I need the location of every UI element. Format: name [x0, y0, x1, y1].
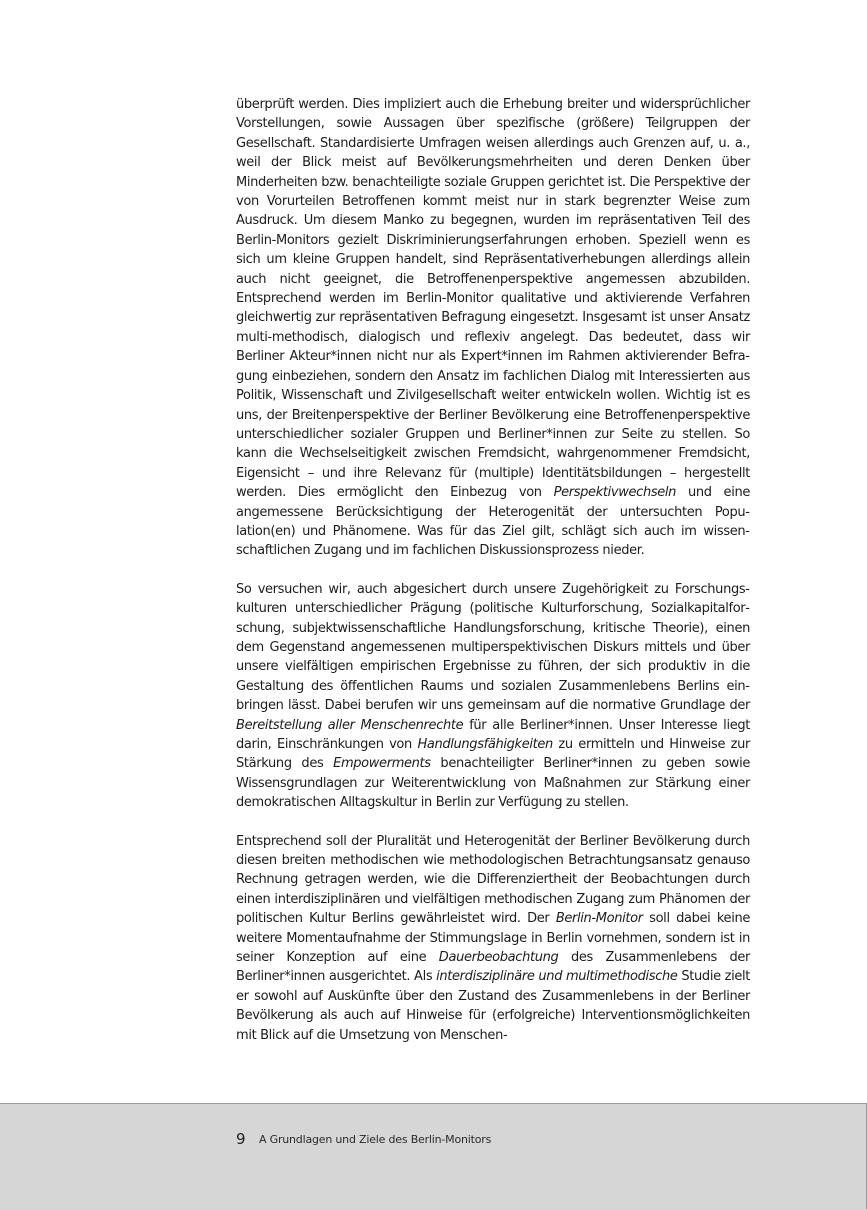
paragraph-3-text-b: soll dabei keine weitere Momentaufnahme der Stimmungslage in Berlin vornehmen, sondern ist in seiner Konzeption auf eine	[236, 911, 750, 966]
paragraph-3-text-d: Studie zielt er sowohl auf Auskünfte über den Zustand des Zusammenlebens in der Berliner Bevölkerung als auch auf Hinweise für (erfolgreiche) Interventionsmöglichkeiten mit Blick auf die Umsetzung von Menschen-	[236, 969, 750, 1043]
paragraph-2-emphasis-b: Handlungsfähigkeiten	[417, 737, 553, 752]
body-text-column	[236, 95, 750, 1045]
paragraph-2-text-a: So versuchen wir, auch abgesichert durch unsere Zugehörigkeit zu Forschungskulturen unterschiedlicher Prägung (politische Kulturforschung, Sozialkapitalforschung, subjektwissenschaftliche Handlungsforschung, kritische Theorie), einen dem Gegenstand angemessenen multiperspektivischen Diskurs mittels und über unsere vielfältigen empirischen Ergebnisse zu führen, der sich produktiv in die Gestaltung des öffentlichen Raums und sozialen Zusammenlebens Berlins einbringen lässt. Dabei berufen wir uns gemeinsam auf die normative Grundlage der	[236, 581, 750, 714]
paragraph-3-emphasis-b: Dauerbeobachtung	[438, 950, 559, 966]
paragraph-3-text-c: des Zusammenlebens der Berliner*innen ausgerichtet. Als	[236, 950, 750, 985]
paragraph-2-text-b: für alle Berliner*innen. Unser Interesse liegt darin, Einschränkungen von	[236, 717, 750, 752]
paragraph-1	[236, 95, 750, 561]
paragraph-2-text-c: zu ermitteln und Hinweise zur Stärkung des	[236, 737, 750, 772]
paragraph-2	[236, 580, 750, 813]
page-number: 9	[236, 1130, 246, 1148]
paragraph-3-emphasis-c: interdisziplinäre und multimethodische	[436, 969, 678, 985]
running-section-title: A Grundlagen und Ziele des Berlin-Monitors	[259, 1133, 492, 1146]
paragraph-1-text-b: und eine angemessene Berücksichtigung der Heterogenität der untersuchten Population(en) und Phänomene. Was für das Ziel gilt, schlägt sich auch im wissenschaftlichen Zugang und im fachlichen Diskussionsprozess nieder.	[236, 485, 750, 559]
page-footer	[0, 1103, 867, 1209]
paragraph-2-text-d: benachteiligter Berliner*innen zu geben sowie Wissensgrundlagen zur Weiterentwicklung von Maßnahmen zur Stärkung einer demokratischen Alltagskultur in Berlin zur Verfügung zu stellen.	[236, 756, 750, 811]
paragraph-3-text-a: Entsprechend soll der Pluralität und Heterogenität der Berliner Bevölkerung durch diesen breiten methodischen wie methodologischen Betrachtungsansatz genauso Rechnung getragen werden, wie die Differenziertheit der Beobachtungen durch einen interdisziplinären und vielfältigen methodischen Zugang zum Phänomen der politischen Kultur Berlins gewährleistet wird. Der	[236, 833, 750, 927]
paragraph-1-emphasis: Perspektivwechseln	[553, 485, 677, 501]
paragraph-3-emphasis-a: Berlin-Monitor	[555, 911, 643, 927]
paragraph-3	[236, 832, 750, 1045]
paragraph-2-emphasis-c: Empowerments	[333, 756, 431, 772]
paragraph-1-text-a: überprüft werden. Dies impliziert auch die Erhebung breiter und widersprüchlicher Vorstellungen, sowie Aussagen über spezifische (größere) Teilgruppen der Gesellschaft. Standardisierte Umfragen weisen allerdings auch Grenzen auf, u. a., weil der Blick meist auf Bevölkerungsmehrheiten und deren Denken über Minderheiten bzw. benachteiligte soziale Gruppen gerichtet ist. Die Perspektive der von Vorurteilen Betroffenen kommt meist nur in stark begrenzter Weise zum Ausdruck. Um diesem Manko zu begegnen, wurden im repräsentativen Teil des Berlin-Monitors gezielt Diskriminierungserfahrungen erhoben. Speziell wenn es sich um kleine Gruppen handelt, sind Repräsentativerhebungen allerdings allein auch nicht geeignet, die Betroffenenperspektive angemessen abzubilden. Entsprechend werden im Berlin-Monitor qualitative und aktivierende Verfahren gleichwertig zur repräsentativen Befragung eingesetzt. Insgesamt ist unser Ansatz multi-methodisch, dialogisch und reflexiv angelegt. Das bedeutet, dass wir Berliner Akteur*innen nicht nur als Expert*innen im Rahmen aktivierender Befragung einbeziehen, sondern den Ansatz im fachlichen Dialog mit Interessierten aus Politik, Wissenschaft und Zivilgesellschaft weiter entwickeln wollen. Wichtig ist es uns, der Breitenperspektive der Berliner Bevölkerung eine Betroffenenperspektive unterschiedlicher sozialer Gruppen und Berliner*innen zur Seite zu stellen. So kann die Wechselseitigkeit zwischen Fremdsicht, wahrgenommener Fremdsicht, Eigensicht – und ihre Relevanz für (multiple) Identitätsbildungen – hergestellt werden. Dies ermöglicht den Einbezug von	[236, 97, 750, 501]
paragraph-2-emphasis-a: Bereitstellung aller Menschenrechte	[236, 717, 464, 733]
